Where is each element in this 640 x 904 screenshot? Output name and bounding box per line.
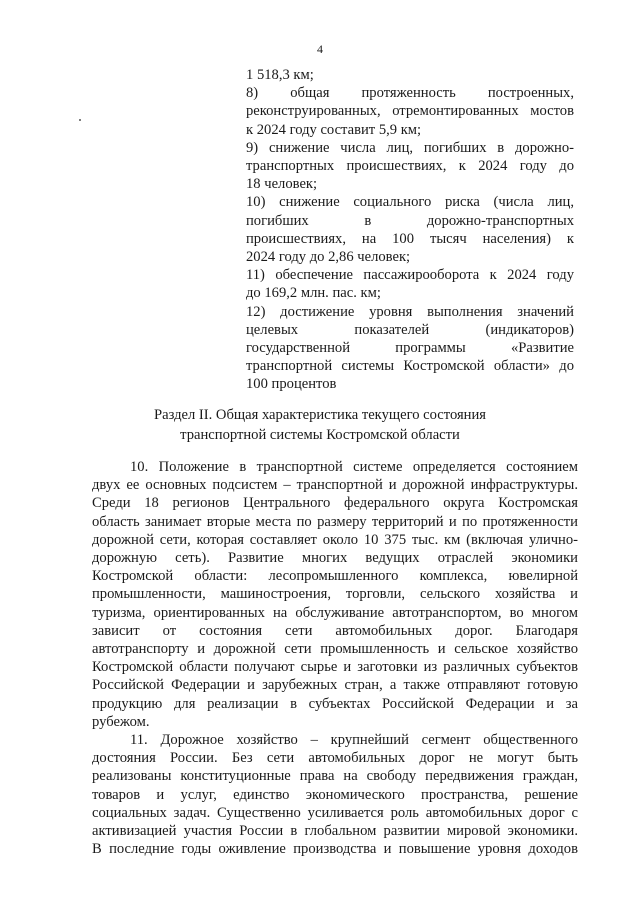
body-paragraph-line: 11. Дорожное хозяйство – крупнейший сегмент общественного xyxy=(130,732,578,749)
indicator-list-line: 1 518,3 км; xyxy=(246,67,314,83)
scan-speck xyxy=(79,119,81,121)
body-paragraph-line: рубежом. xyxy=(92,713,150,730)
body-paragraph-line: область занимает вторые места по размеру территорий и по протяженности xyxy=(92,513,578,530)
body-paragraph-line: В последние годы оживление производства и повышение уровня доходов xyxy=(92,841,578,858)
body-paragraph-line: активизацией участия России в глобальном развитии мировой экономики. xyxy=(92,823,578,840)
indicator-list-line: 8) общая протяженность построенных, xyxy=(246,85,574,102)
body-paragraph-line: товаров и услуг, единство экономического пространства, решение xyxy=(92,786,578,803)
indicator-list-line: 9) снижение числа лиц, погибших в дорожно- xyxy=(246,139,574,156)
indicator-list-line: происшествиях, на 100 тысяч населения) к xyxy=(246,230,574,247)
body-paragraph-line: 10. Положение в транспортной системе определяется состоянием xyxy=(130,459,578,475)
body-paragraph-line: туризма, ориентированных на обслуживание автотранспортом, во многом xyxy=(92,604,578,621)
body-paragraph-line: реализованы конституционные права на свободу передвижения граждан, xyxy=(92,768,578,785)
section-body-text xyxy=(92,458,578,858)
body-paragraph-line: достояния России. Без сети автомобильных дорог не могут быть xyxy=(92,750,578,767)
body-paragraph-line: двух ее основных подсистем – транспортной и дорожной инфраструктуры. xyxy=(92,477,578,494)
indicator-list-line: реконструированных, отремонтированных мостов xyxy=(246,103,574,120)
body-paragraph-line: дорожную сеть). Развитие многих ведущих отраслей экономики xyxy=(92,550,578,567)
page-number: 4 xyxy=(317,42,323,56)
body-paragraph-line: зависит от состояния сети автомобильных дорог. Благодаря xyxy=(92,622,578,639)
indicator-list-line: 2024 году до 2,86 человек; xyxy=(246,249,411,266)
section-heading-line-2: транспортной системы Костромской области xyxy=(180,427,460,443)
indicator-list-line: целевых показателей (индикаторов) xyxy=(246,321,574,338)
body-paragraph-line: автотранспорту и дорожной сети промышленность и сельское хозяйство xyxy=(92,641,578,658)
indicator-list-line: погибших в дорожно-транспортных xyxy=(246,212,574,229)
body-paragraph-line: социальных задач. Существенно усиливается роль автомобильных дорог с xyxy=(92,804,578,821)
indicator-list xyxy=(246,66,574,394)
section-heading-line-1: Раздел II. Общая характеристика текущего состояния xyxy=(153,407,487,423)
body-paragraph-line: Костромской области получают сырье и заготовки из различных субъектов xyxy=(92,659,578,676)
indicator-list-line: 12) достижение уровня выполнения значений xyxy=(246,303,574,320)
indicator-list-line: 18 человек; xyxy=(246,176,318,193)
body-paragraph-line: дорожной сети, которая составляет около 10 375 тыс. км (включая улично- xyxy=(92,531,578,548)
body-paragraph-line: Костромской области: лесопромышленного комплекса, ювелирной xyxy=(92,568,578,585)
indicator-list-line: 11) обеспечение пассажирооборота к 2024 году xyxy=(246,267,574,284)
indicator-list-line: к 2024 году составит 5,9 км; xyxy=(246,121,422,138)
indicator-list-line: 100 процентов xyxy=(246,376,337,393)
indicator-list-line: до 169,2 млн. пас. км; xyxy=(246,285,381,302)
indicator-list-line: государственной программы «Развитие xyxy=(246,340,574,357)
indicator-list-line: 10) снижение социального риска (числа лиц, xyxy=(246,194,574,211)
body-paragraph-line: Российской Федерации и зарубежных стран, а также отправляют готовую xyxy=(92,677,578,694)
indicator-list-line: транспортной системы Костромской области» до xyxy=(246,358,574,375)
indicator-list-line: транспортных происшествиях, к 2024 году до xyxy=(246,158,574,175)
body-paragraph-line: продукцию для реализации в субъектах Российской Федерации и за xyxy=(92,695,578,712)
body-paragraph-line: промышленности, машиностроения, торговли, сельского хозяйства и xyxy=(92,586,578,603)
body-paragraph-line: Среди 18 регионов Центрального федерального округа Костромская xyxy=(92,495,578,512)
section-heading xyxy=(0,405,640,445)
